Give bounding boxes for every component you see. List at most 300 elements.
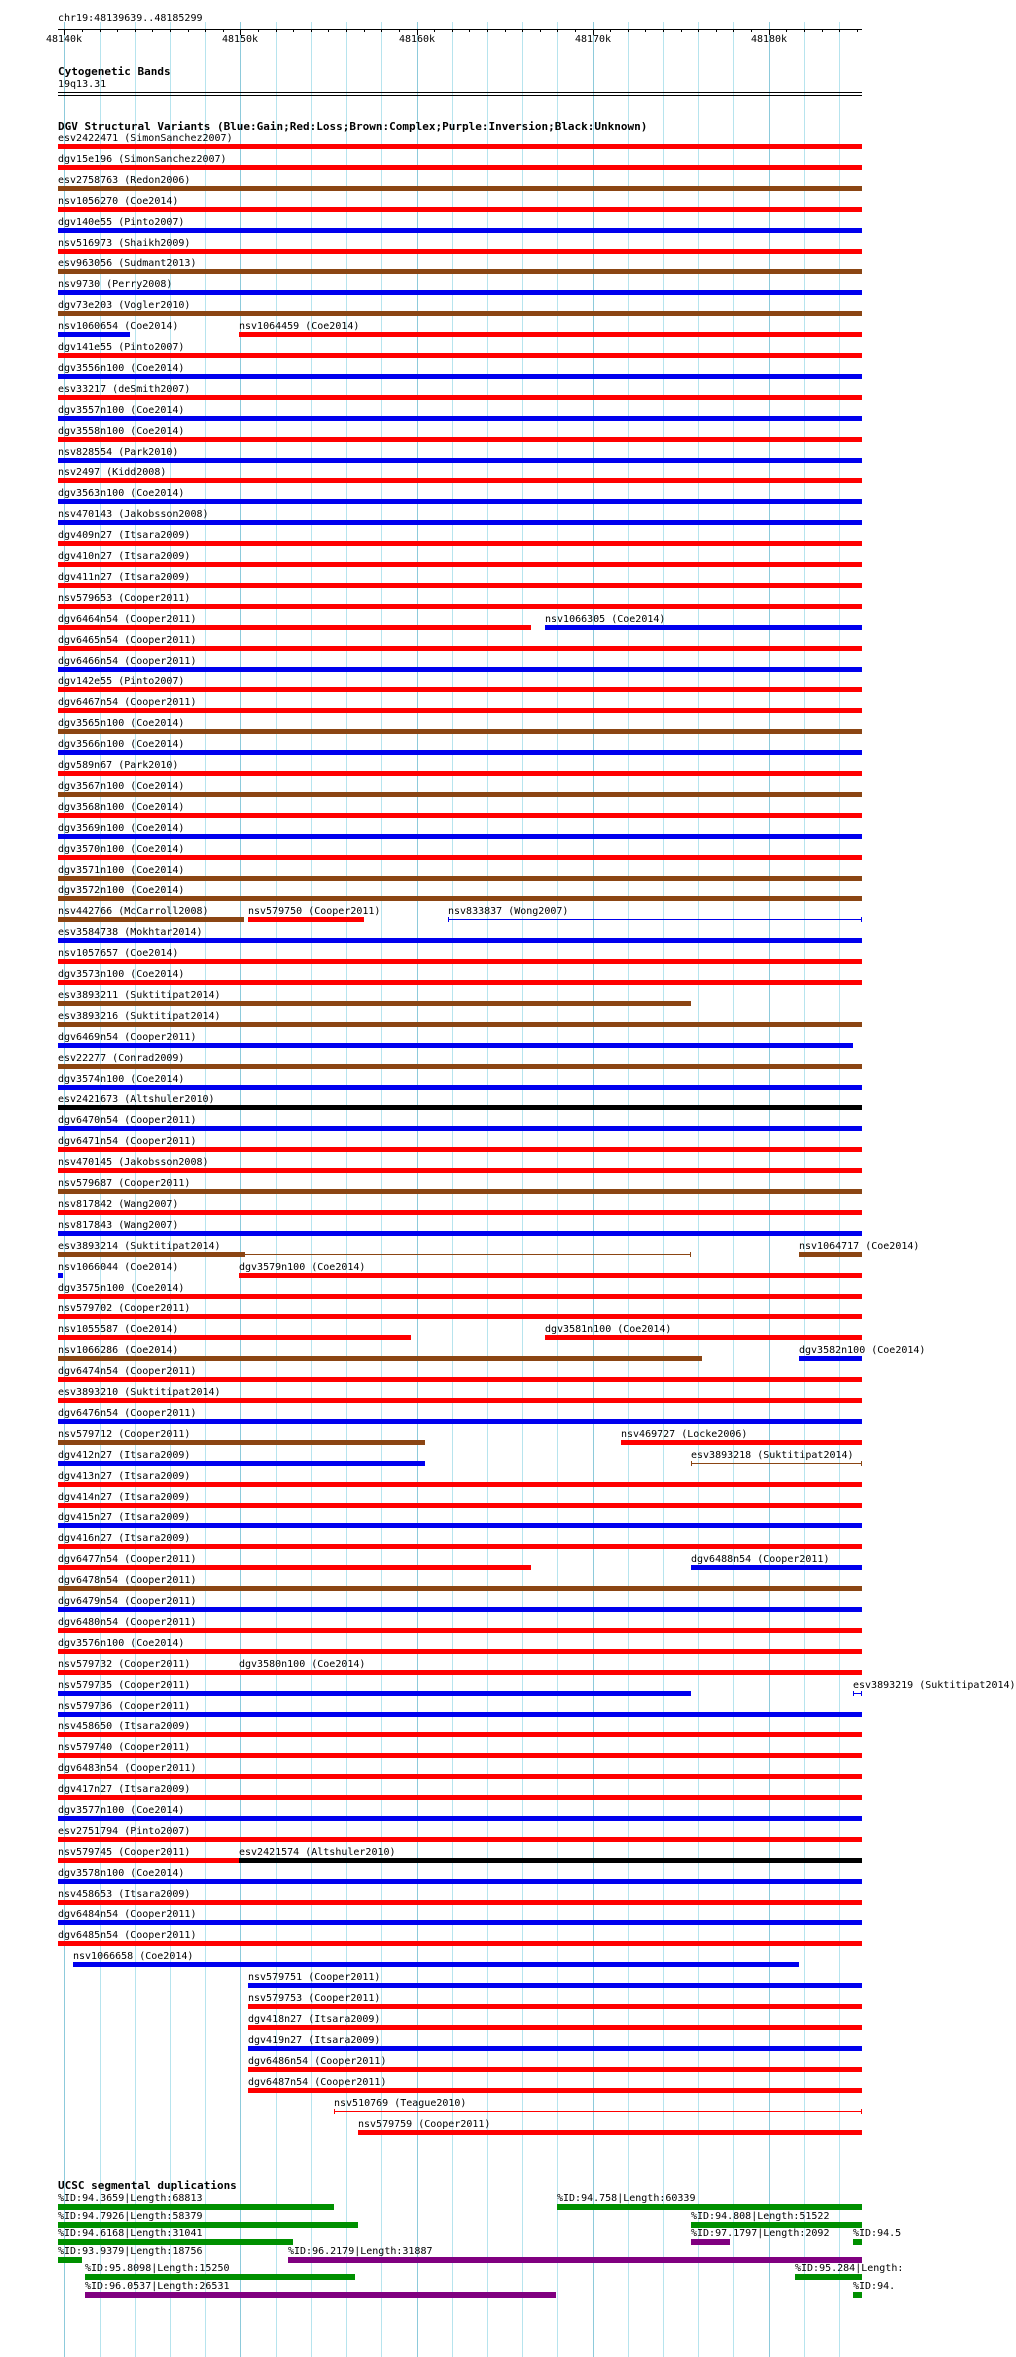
track-feature[interactable] (58, 1429, 425, 1442)
track-feature[interactable] (239, 1659, 862, 1672)
track-feature[interactable] (58, 509, 862, 522)
track-feature[interactable] (58, 802, 862, 815)
track-feature[interactable] (239, 1847, 862, 1860)
feature-bar[interactable] (795, 2274, 862, 2280)
track-feature[interactable] (58, 1554, 531, 1567)
feature-bar[interactable] (58, 395, 862, 400)
track-feature[interactable] (85, 2281, 556, 2294)
feature-label: dgv3556n100 (Coe2014) (58, 363, 185, 374)
feature-label: %ID:94.3659|Length:68813 (58, 2193, 203, 2204)
feature-bar[interactable] (58, 1210, 862, 1215)
feature-bar[interactable] (58, 269, 862, 274)
feature-bar[interactable] (73, 1962, 799, 1967)
feature-bar[interactable] (58, 165, 862, 170)
track-feature[interactable] (853, 1680, 1016, 1693)
feature-bar[interactable] (58, 1712, 862, 1717)
track-feature[interactable] (58, 635, 862, 648)
track-feature[interactable] (58, 1889, 862, 1902)
track-feature[interactable] (58, 1074, 862, 1087)
feature-bar[interactable] (248, 2025, 862, 2030)
track-feature[interactable] (58, 551, 862, 564)
feature-bar[interactable] (58, 855, 862, 860)
track-feature[interactable] (248, 2014, 862, 2027)
feature-bar[interactable] (58, 416, 862, 421)
track-feature[interactable] (58, 217, 862, 230)
track-feature[interactable] (58, 530, 862, 543)
dgv-track-title: DGV Structural Variants (Blue:Gain;Red:Loss;Brown:Complex;Purple:Inversion;Black:Unknown) (58, 120, 648, 133)
track-feature[interactable] (248, 906, 381, 919)
track-feature[interactable] (58, 342, 862, 355)
track-feature[interactable] (58, 2211, 358, 2224)
track-feature[interactable] (58, 760, 862, 773)
feature-label: nsv470145 (Jakobsson2008) (58, 1157, 209, 1168)
feature-bar[interactable] (58, 1879, 862, 1884)
track-feature[interactable] (248, 2056, 862, 2069)
track-feature[interactable] (58, 1136, 862, 1149)
feature-bar[interactable] (58, 1335, 411, 1340)
feature-bar[interactable] (58, 2204, 334, 2210)
feature-label: nsv579653 (Cooper2011) (58, 593, 191, 604)
track-feature[interactable] (58, 175, 862, 188)
track-feature[interactable] (244, 1241, 691, 1254)
track-feature[interactable] (58, 196, 862, 209)
track-feature[interactable] (58, 781, 862, 794)
feature-bar[interactable] (58, 186, 862, 191)
feature-label: dgv418n27 (Itsara2009) (248, 2014, 381, 2025)
feature-bar[interactable] (58, 750, 862, 755)
feature-bar[interactable] (58, 687, 862, 692)
feature-bar[interactable] (248, 2088, 862, 2093)
track-feature[interactable] (58, 1680, 691, 1693)
track-feature[interactable] (58, 948, 862, 961)
feature-bar[interactable] (58, 1126, 862, 1131)
track-feature[interactable] (58, 572, 862, 585)
feature-bar[interactable] (58, 667, 862, 672)
feature-bar[interactable] (58, 771, 862, 776)
track-feature[interactable] (73, 1951, 799, 1964)
track-feature[interactable] (58, 1220, 862, 1233)
track-feature[interactable] (58, 363, 862, 376)
feature-bar[interactable] (58, 2239, 293, 2245)
feature-label: dgv6480n54 (Cooper2011) (58, 1617, 197, 1628)
track-feature[interactable] (58, 1262, 179, 1275)
feature-bar[interactable] (58, 1168, 862, 1173)
track-feature[interactable] (557, 2193, 862, 2206)
feature-label: esv3893216 (Suktitipat2014) (58, 1011, 221, 1022)
feature-bar[interactable] (239, 1670, 862, 1675)
feature-bar[interactable] (58, 520, 862, 525)
feature-label: nsv1060654 (Coe2014) (58, 321, 179, 332)
track-feature[interactable] (58, 1909, 862, 1922)
feature-label: nsv579732 (Cooper2011) (58, 1659, 191, 1670)
feature-bar[interactable] (58, 1022, 862, 1027)
feature-label: dgv3568n100 (Coe2014) (58, 802, 185, 813)
track-feature[interactable] (248, 1972, 862, 1985)
feature-label: dgv419n27 (Itsara2009) (248, 2035, 381, 2046)
feature-bar[interactable] (58, 959, 862, 964)
feature-label: nsv579702 (Cooper2011) (58, 1303, 191, 1314)
feature-bar[interactable] (58, 1858, 239, 1863)
feature-bar[interactable] (85, 2274, 355, 2280)
feature-label: dgv6469n54 (Cooper2011) (58, 1032, 197, 1043)
feature-label: nsv579753 (Cooper2011) (248, 1993, 381, 2004)
feature-bar[interactable] (853, 2239, 862, 2245)
feature-label: dgv409n27 (Itsara2009) (58, 530, 191, 541)
feature-bar[interactable] (58, 1565, 531, 1570)
feature-bar[interactable] (58, 144, 862, 149)
feature-bar[interactable] (58, 1900, 862, 1905)
track-feature[interactable] (58, 1178, 862, 1191)
feature-bar[interactable] (58, 1461, 425, 1466)
track-feature[interactable] (58, 1805, 862, 1818)
feature-bar[interactable] (557, 2204, 862, 2210)
feature-label: nsv9730 (Perry2008) (58, 279, 173, 290)
feature-bar[interactable] (58, 1252, 244, 1257)
track-feature[interactable] (691, 1450, 862, 1463)
feature-bar[interactable] (58, 478, 862, 483)
track-feature[interactable] (239, 321, 862, 334)
feature-bar[interactable] (799, 1252, 862, 1257)
feature-bar[interactable] (58, 1273, 63, 1278)
track-feature[interactable] (691, 2228, 830, 2241)
track-feature[interactable] (58, 300, 862, 313)
track-feature[interactable] (58, 1596, 862, 1609)
feature-bar[interactable] (691, 2239, 730, 2245)
feature-bar[interactable] (239, 332, 862, 337)
feature-bar[interactable] (58, 980, 862, 985)
feature-label: %ID:95.8098|Length:15250 (85, 2263, 230, 2274)
track-feature[interactable] (58, 1032, 853, 1045)
track-feature[interactable] (58, 154, 862, 167)
feature-bar[interactable] (58, 1085, 862, 1090)
feature-bar[interactable] (58, 1043, 853, 1048)
track-feature[interactable] (799, 1241, 920, 1254)
track-feature[interactable] (58, 1303, 862, 1316)
feature-bar[interactable] (248, 1983, 862, 1988)
feature-label: nsv828554 (Park2010) (58, 447, 179, 458)
feature-bar[interactable] (58, 834, 862, 839)
feature-bar[interactable] (58, 729, 862, 734)
track-feature[interactable] (853, 2281, 896, 2294)
feature-bar[interactable] (691, 1463, 862, 1464)
track-feature[interactable] (448, 906, 862, 919)
track-feature[interactable] (58, 321, 179, 334)
feature-bar[interactable] (58, 290, 862, 295)
feature-label: dgv6476n54 (Cooper2011) (58, 1408, 197, 1419)
feature-bar[interactable] (58, 792, 862, 797)
track-feature[interactable] (58, 1847, 239, 1860)
feature-bar[interactable] (58, 1774, 862, 1779)
track-feature[interactable] (358, 2119, 862, 2132)
track-feature[interactable] (58, 1742, 862, 1755)
feature-bar[interactable] (58, 1816, 862, 1821)
track-feature[interactable] (58, 1930, 862, 1943)
feature-bar[interactable] (239, 1273, 862, 1278)
track-feature[interactable] (58, 1241, 244, 1254)
feature-bar[interactable] (58, 1105, 862, 1110)
track-feature[interactable] (58, 718, 862, 731)
feature-label: nsv579759 (Cooper2011) (358, 2119, 491, 2130)
feature-label: dgv413n27 (Itsara2009) (58, 1471, 191, 1482)
feature-bar[interactable] (58, 1482, 862, 1487)
track-feature[interactable] (58, 1533, 862, 1546)
track-feature[interactable] (58, 1492, 862, 1505)
track-feature[interactable] (853, 2228, 902, 2241)
feature-bar[interactable] (58, 1147, 862, 1152)
track-feature[interactable] (248, 1993, 862, 2006)
feature-label: dgv412n27 (Itsara2009) (58, 1450, 191, 1461)
track-feature[interactable] (58, 593, 862, 606)
feature-bar[interactable] (58, 1001, 691, 1006)
track-feature[interactable] (58, 739, 862, 752)
feature-label: %ID:96.2179|Length:31887 (288, 2246, 433, 2257)
feature-bar[interactable] (58, 499, 862, 504)
feature-label: dgv6470n54 (Cooper2011) (58, 1115, 197, 1126)
track-feature[interactable] (58, 133, 862, 146)
track-feature[interactable] (58, 426, 862, 439)
feature-bar[interactable] (288, 2257, 862, 2263)
track-feature[interactable] (58, 1408, 862, 1421)
feature-label: nsv817842 (Wang2007) (58, 1199, 179, 1210)
track-feature[interactable] (58, 447, 862, 460)
track-feature[interactable] (58, 1199, 862, 1212)
feature-label: dgv3577n100 (Coe2014) (58, 1805, 185, 1816)
feature-bar[interactable] (58, 437, 862, 442)
feature-bar[interactable] (58, 1544, 862, 1549)
feature-bar[interactable] (58, 353, 862, 358)
track-feature[interactable] (58, 488, 862, 501)
feature-bar[interactable] (58, 1419, 862, 1424)
feature-bar[interactable] (58, 813, 862, 818)
track-feature[interactable] (239, 1262, 862, 1275)
track-feature[interactable] (58, 1011, 862, 1024)
track-feature[interactable] (691, 2211, 862, 2224)
track-feature[interactable] (58, 865, 862, 878)
track-feature[interactable] (58, 2246, 203, 2259)
feature-bar[interactable] (545, 625, 862, 630)
feature-label: nsv579736 (Cooper2011) (58, 1701, 191, 1712)
feature-bar[interactable] (545, 1335, 862, 1340)
feature-bar[interactable] (58, 1356, 702, 1361)
track-feature[interactable] (58, 844, 862, 857)
feature-label: esv3893214 (Suktitipat2014) (58, 1241, 221, 1252)
feature-label: dgv6477n54 (Cooper2011) (58, 1554, 197, 1565)
feature-bar[interactable] (58, 583, 862, 588)
track-feature[interactable] (58, 1701, 862, 1714)
feature-bar[interactable] (334, 2111, 862, 2112)
feature-label: dgv141e55 (Pinto2007) (58, 342, 185, 353)
feature-label: nsv833837 (Wong2007) (448, 906, 569, 917)
track-feature[interactable] (58, 969, 862, 982)
feature-label: nsv1064717 (Coe2014) (799, 1241, 920, 1252)
track-feature[interactable] (621, 1429, 862, 1442)
track-feature[interactable] (58, 927, 862, 940)
feature-bar[interactable] (58, 207, 862, 212)
track-feature[interactable] (58, 1826, 862, 1839)
track-feature[interactable] (58, 1868, 862, 1881)
feature-bar[interactable] (58, 458, 862, 463)
track-feature[interactable] (58, 1617, 862, 1630)
feature-bar[interactable] (58, 249, 862, 254)
feature-bar[interactable] (58, 876, 862, 881)
track-feature[interactable] (58, 1157, 862, 1170)
track-feature[interactable] (58, 885, 862, 898)
feature-bar[interactable] (58, 1920, 862, 1925)
track-feature[interactable] (58, 405, 862, 418)
feature-bar[interactable] (58, 1607, 862, 1612)
track-feature[interactable] (58, 384, 862, 397)
feature-bar[interactable] (248, 2004, 862, 2009)
feature-label: dgv6465n54 (Cooper2011) (58, 635, 197, 646)
feature-bar[interactable] (58, 1586, 862, 1591)
feature-bar[interactable] (58, 1294, 862, 1299)
cytoband-label[interactable]: 19q13.31 (58, 79, 107, 90)
track-feature[interactable] (58, 1345, 702, 1358)
feature-bar[interactable] (248, 2067, 862, 2072)
feature-bar[interactable] (448, 919, 862, 920)
track-feature[interactable] (58, 656, 862, 669)
feature-label: esv3893219 (Suktitipat2014) (853, 1680, 1016, 1691)
track-feature[interactable] (58, 2193, 334, 2206)
track-feature[interactable] (58, 676, 862, 689)
feature-label: dgv3567n100 (Coe2014) (58, 781, 185, 792)
track-feature[interactable] (58, 1053, 862, 1066)
track-feature[interactable] (58, 1763, 862, 1776)
track-feature[interactable] (58, 1115, 862, 1128)
feature-bar[interactable] (239, 1858, 862, 1863)
track-feature[interactable] (799, 1345, 926, 1358)
feature-bar[interactable] (58, 646, 862, 651)
track-feature[interactable] (58, 906, 244, 919)
track-feature[interactable] (58, 1283, 862, 1296)
track-feature[interactable] (334, 2098, 862, 2111)
feature-bar[interactable] (621, 1440, 862, 1445)
track-feature[interactable] (288, 2246, 862, 2259)
track-feature[interactable] (248, 2077, 862, 2090)
feature-bar[interactable] (58, 1941, 862, 1946)
track-feature[interactable] (58, 1366, 862, 1379)
feature-label: nsv817843 (Wang2007) (58, 1220, 179, 1231)
feature-bar[interactable] (58, 562, 862, 567)
feature-bar[interactable] (691, 1565, 862, 1570)
feature-bar[interactable] (58, 1314, 862, 1319)
track-feature[interactable] (691, 1554, 862, 1567)
track-feature[interactable] (58, 1324, 411, 1337)
feature-bar[interactable] (85, 2292, 556, 2298)
track-feature[interactable] (58, 697, 862, 710)
feature-label: %ID:94.5 (853, 2228, 902, 2239)
track-feature[interactable] (58, 279, 862, 292)
feature-bar[interactable] (58, 1732, 862, 1737)
track-feature[interactable] (58, 1094, 862, 1107)
feature-bar[interactable] (58, 938, 862, 943)
feature-bar[interactable] (58, 1377, 862, 1382)
feature-bar[interactable] (58, 1523, 862, 1528)
feature-bar[interactable] (244, 1254, 691, 1255)
feature-bar[interactable] (58, 2257, 82, 2263)
track-feature[interactable] (58, 614, 531, 627)
feature-bar[interactable] (799, 1356, 862, 1361)
feature-bar[interactable] (58, 1398, 862, 1403)
track-feature[interactable] (545, 1324, 862, 1337)
feature-bar[interactable] (58, 1189, 862, 1194)
track-feature[interactable] (58, 2228, 293, 2241)
feature-label: nsv1056270 (Coe2014) (58, 196, 179, 207)
feature-bar[interactable] (58, 1691, 691, 1696)
feature-bar[interactable] (58, 1628, 862, 1633)
track-feature[interactable] (58, 258, 862, 271)
feature-bar[interactable] (58, 604, 862, 609)
track-feature[interactable] (58, 1721, 862, 1734)
feature-bar[interactable] (58, 228, 862, 233)
feature-bar[interactable] (58, 1649, 862, 1654)
feature-bar[interactable] (58, 1753, 862, 1758)
feature-bar[interactable] (58, 541, 862, 546)
feature-label: nsv470143 (Jakobsson2008) (58, 509, 209, 520)
feature-label: nsv1055587 (Coe2014) (58, 1324, 179, 1335)
track-feature[interactable] (58, 990, 691, 1003)
track-feature[interactable] (795, 2263, 904, 2276)
feature-label: nsv458650 (Itsara2009) (58, 1721, 191, 1732)
feature-bar[interactable] (58, 896, 862, 901)
feature-bar[interactable] (358, 2130, 862, 2135)
feature-bar[interactable] (853, 2292, 862, 2298)
track-feature[interactable] (58, 1450, 425, 1463)
ruler-tick-label: 48170k (574, 34, 612, 45)
track-feature[interactable] (58, 823, 862, 836)
feature-bar[interactable] (58, 332, 130, 337)
feature-bar[interactable] (58, 1440, 425, 1445)
feature-bar[interactable] (58, 625, 531, 630)
feature-bar[interactable] (58, 1064, 862, 1069)
feature-bar[interactable] (248, 2046, 862, 2051)
feature-label: dgv140e55 (Pinto2007) (58, 217, 185, 228)
feature-label: nsv1066658 (Coe2014) (73, 1951, 194, 1962)
track-feature[interactable] (58, 1638, 862, 1651)
track-feature[interactable] (58, 1387, 862, 1400)
feature-label: nsv579740 (Cooper2011) (58, 1742, 191, 1753)
track-feature[interactable] (58, 1575, 862, 1588)
track-feature[interactable] (58, 238, 862, 251)
track-feature[interactable] (85, 2263, 355, 2276)
feature-bar[interactable] (58, 374, 862, 379)
feature-bar[interactable] (58, 1231, 862, 1236)
feature-bar[interactable] (248, 917, 364, 922)
feature-label: esv22277 (Conrad2009) (58, 1053, 185, 1064)
track-feature[interactable] (58, 1512, 862, 1525)
feature-bar[interactable] (58, 311, 862, 316)
track-feature[interactable] (58, 1471, 862, 1484)
feature-label: dgv3582n100 (Coe2014) (799, 1345, 926, 1356)
track-feature[interactable] (248, 2035, 862, 2048)
feature-bar[interactable] (58, 917, 244, 922)
track-feature[interactable] (58, 1659, 239, 1672)
feature-bar[interactable] (58, 1670, 239, 1675)
feature-bar[interactable] (58, 708, 862, 713)
feature-label: dgv3565n100 (Coe2014) (58, 718, 185, 729)
feature-bar[interactable] (853, 1693, 862, 1694)
feature-bar[interactable] (58, 1837, 862, 1842)
feature-label: dgv3580n100 (Coe2014) (239, 1659, 366, 1670)
track-feature[interactable] (58, 1784, 862, 1797)
track-feature[interactable] (545, 614, 862, 627)
feature-bar[interactable] (58, 1503, 862, 1508)
feature-bar[interactable] (58, 1795, 862, 1800)
feature-label: esv963056 (Sudmant2013) (58, 258, 197, 269)
ruler-tick-label: 48180k (750, 34, 788, 45)
ruler-tick-label: 48160k (398, 34, 436, 45)
track-feature[interactable] (58, 467, 862, 480)
